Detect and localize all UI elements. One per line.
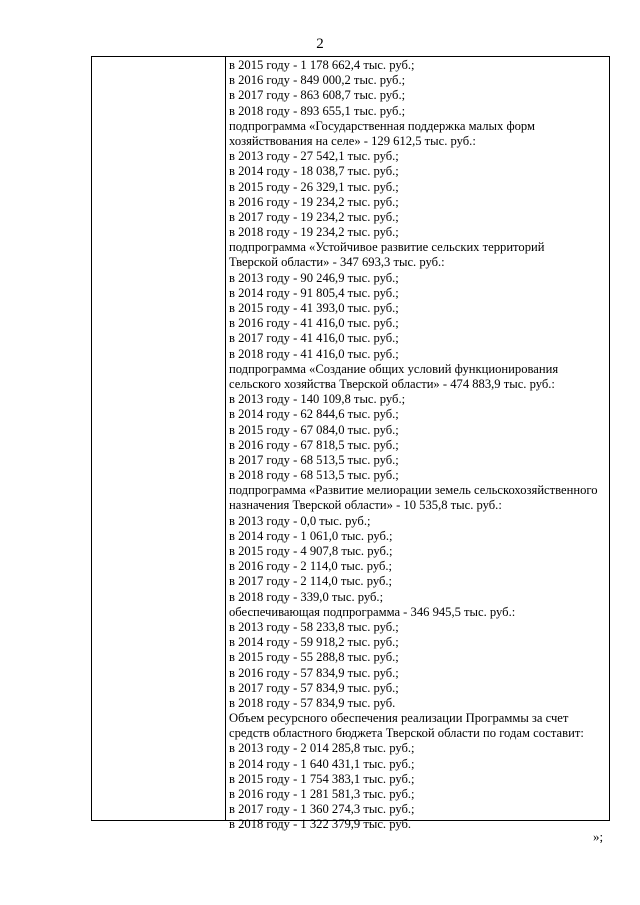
text-line: в 2013 году - 140 109,8 тыс. руб.; [229,392,406,407]
text-line: в 2015 году - 26 329,1 тыс. руб.; [229,179,399,194]
text-line: назначения Тверской области» - 10 535,8 тыс. руб.: [229,498,502,513]
text-line: подпрограмма «Развитие мелиорации земель сельскохозяйственного [229,483,598,498]
text-line: в 2014 году - 18 038,7 тыс. руб.; [229,164,399,179]
text-line: в 2014 году - 62 844,6 тыс. руб.; [229,407,399,422]
text-line: в 2017 году - 68 513,5 тыс. руб.; [229,452,399,467]
text-line: в 2015 году - 4 907,8 тыс. руб.; [229,544,393,558]
text-line: в 2017 году - 2 114,0 тыс. руб.; [229,574,393,589]
text-line: в 2017 году - 1 360 274,3 тыс. руб.; [229,802,415,817]
text-line: в 2013 году - 0,0 тыс. руб.; [229,513,371,528]
text-line: в 2013 году - 2 014 285,8 тыс. руб.; [229,741,415,756]
text-line: подпрограмма «Устойчивое развитие сельских территорий [229,240,545,255]
text-line: в 2015 году - 1 754 383,1 тыс. руб.; [229,771,415,786]
text-line: в 2017 году - 863 608,7 тыс. руб.; [229,88,406,103]
text-line: Объем ресурсного обеспечения реализации Программы за счет [229,711,569,726]
text-line: в 2014 году - 59 918,2 тыс. руб.; [229,635,399,650]
text-line: в 2018 году - 19 234,2 тыс. руб.; [229,225,399,240]
text-line: подпрограмма «Государственная поддержка малых форм [229,118,535,133]
text-line: в 2018 году - 1 322 379,9 тыс. руб. [229,817,412,832]
text-line: в 2014 году - 91 805,4 тыс. руб.; [229,285,399,300]
text-line: в 2016 году - 67 818,5 тыс. руб.; [229,437,399,452]
text-line: хозяйствования на селе» - 129 612,5 тыс. руб.: [229,133,476,148]
text-line: в 2018 году - 68 513,5 тыс. руб.; [229,468,399,483]
text-line: в 2014 году - 1 061,0 тыс. руб.; [229,528,393,543]
text-line: в 2015 году - 1 178 662,4 тыс. руб.; [229,58,415,72]
text-line: средств областного бюджета Тверской области по годам составит: [229,726,584,741]
text-line: в 2016 году - 41 416,0 тыс. руб.; [229,316,399,331]
closing-quote-mark: »; [593,829,604,844]
text-line: Тверской области» - 347 693,3 тыс. руб.: [229,255,445,270]
text-line: в 2015 году - 67 084,0 тыс. руб.; [229,422,399,437]
text-line: подпрограмма «Создание общих условий функционирования [229,361,559,376]
text-line: в 2013 году - 90 246,9 тыс. руб.; [229,270,399,285]
text-line: в 2018 году - 339,0 тыс. руб.; [229,589,384,604]
page-number: 2 [316,36,324,52]
text-line: обеспечивающая подпрограмма - 346 945,5 тыс. руб.: [229,604,516,619]
text-line: в 2013 году - 27 542,1 тыс. руб.; [229,149,399,164]
text-line: в 2016 году - 849 000,2 тыс. руб.; [229,73,406,88]
text-line: сельского хозяйства Тверской области» - 474 883,9 тыс. руб.: [229,376,555,391]
text-line: в 2015 году - 41 393,0 тыс. руб.; [229,301,399,315]
text-line: в 2016 году - 57 834,9 тыс. руб.; [229,665,399,680]
text-line: в 2017 году - 57 834,9 тыс. руб.; [229,680,399,695]
funding-table [91,56,610,832]
text-line: в 2015 году - 55 288,8 тыс. руб.; [229,650,399,665]
table-right-column [226,58,611,833]
text-line: в 2018 году - 57 834,9 тыс. руб. [229,695,396,710]
text-line: в 2016 году - 19 234,2 тыс. руб.; [229,194,399,209]
text-line: в 2016 году - 1 281 581,3 тыс. руб.; [229,787,415,801]
text-line: в 2018 году - 41 416,0 тыс. руб.; [229,346,399,361]
text-line: в 2014 году - 1 640 431,1 тыс. руб.; [229,756,415,771]
table-left-column [92,57,226,820]
text-line: в 2017 году - 19 234,2 тыс. руб.; [229,209,399,224]
text-line: в 2017 году - 41 416,0 тыс. руб.; [229,331,399,346]
text-line: в 2018 году - 893 655,1 тыс. руб.; [229,103,406,118]
text-line: в 2013 году - 58 233,8 тыс. руб.; [229,619,399,634]
text-line: в 2016 году - 2 114,0 тыс. руб.; [229,559,393,574]
